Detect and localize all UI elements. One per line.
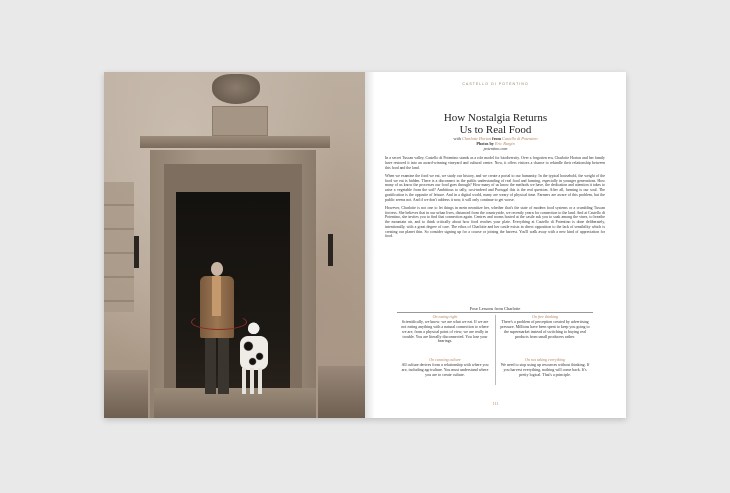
credit-with: with [453,136,461,141]
body-paragraph-3: However, Charlotte is not one to let things in mein neonitize her, whether that's the state of modern food systems or a crumbling Tuscan fortress. She believes that in our urban lives, distanced from the countryside, we recently yearn for connection to the land. And at Castello di Potentino, she invites you to find that connection again. Centres and rooms hosted at the castle ask you to soak among the vines, to breathe the mountain air, and to think critically about how food reaches your plate. Everything at Castello di Potentino is done deliberately, intentionally, with a great degree of care. The ethos of Charlotte and her castle exists in direct opposition to the lack of sensibility which is creating our planet thin. So consider signing up for a course or joining the harvest. You'll walk away with a new kind of appreciation for food. [385,205,605,239]
lessons-title: Four Lessons from Charlotte [469,306,521,311]
lessons-box [397,313,593,387]
title-line-1: How Nostalgia Returns [443,112,548,124]
body-paragraph-2: When we examine the food we eat, we study our history, and we create a portal to our humanity. In the typical household, the weight of the food we eat is hidden. There is a disconnect in the public understanding of real food and farming, especially in younger generations. How many of us know the processes our food goes through? How many of us know the methods we have, the dedication and attention it takes to raise a vegetable from the soil? Ambitious to tally, cost-indeed and Portugal this is the real question. After all, farming is our soul. The gratification is the opposite of leisure. And in a digital world, many are weary of physical time. Farmers are aware of this problem, but the public seems not. And if we don't address it now, it will only continue to get worse. [385,173,605,202]
body-paragraph-1: In a secret Tuscan valley, Castello di Potentino stands as a role model for biodiversity. Over a forgotten era, Charlotte Horton and her family have restored it into an award-winning vineyard and cultural centre. Now, it offers visitors a chance to rekindle their relationship between this food and the land. [385,156,605,170]
woman-legs [205,338,229,394]
stone-plinth-left [104,370,148,418]
door-cornice [140,136,330,148]
dog-body [240,336,268,370]
woman-figure [197,262,237,398]
lesson-heading: On free thinking [531,314,559,319]
author-name: Charlotte Horton [461,136,492,141]
lessons-divider [495,315,496,385]
lesson-item [499,315,591,339]
lesson-item [499,358,591,378]
title-line-2: Us to Real Food [459,123,532,136]
lesson-text: There's a problem of perception created by advertising pressure. Millions have been spent to keep you going to the supermarket instead of switching to buying real products from small producers rather. [500,319,590,339]
lesson-text: We need to stop using up resources without thinking. If you harvest everything, nothing will come back. It's pretty logical. That's a principle. [500,362,590,377]
running-head: CASTELLO DI POTENTINO [462,82,529,86]
coat-of-arms [212,74,260,104]
lesson-heading: On curating culture [429,357,461,362]
credit-from: from [492,136,501,141]
article-title [395,113,596,136]
page-gutter [365,72,375,418]
lesson-heading: On eating right [432,314,458,319]
lesson-text: Scientifically, we know: we are what we eat. If we are not eating anything with a natural connection to where we are, from a physical point of view, we are really in trouble. You are literally disconnected. You lose your bearings. [401,319,489,344]
cover-photo [104,72,365,418]
stone-plinth-right [318,366,365,418]
article-page [365,72,626,418]
great-dane-dog [236,322,272,394]
article-body [385,156,605,243]
lesson-heading: On not taking everything [525,357,565,362]
page-number: 111 [492,401,499,406]
lesson-item [399,315,491,344]
wall-lamp-right [328,234,333,266]
woman-head [211,262,223,276]
lesson-text: All culture derives from a relationship with where you are, including agriculture. You must understand where you are to create culture. [401,362,489,377]
lesson-item [399,358,491,378]
wall-lamp-left [134,236,139,268]
stone-blocks [104,182,134,312]
credit-photos-by: Photos by [476,141,494,146]
dog-legs [242,368,266,394]
credit-website: potentino.com [483,146,508,151]
stone-plaque [212,106,268,136]
photographer-name: Eric Burgin [494,141,515,146]
magazine-spread [104,72,626,418]
article-credits [395,136,596,151]
woman-scarf [212,276,221,316]
place-name: Castello di Potentino [501,136,538,141]
